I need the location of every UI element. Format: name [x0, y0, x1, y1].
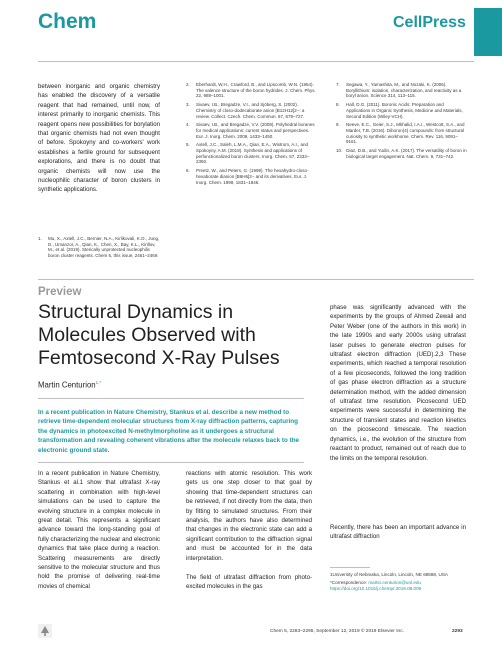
- reference-number: 1.: [38, 236, 42, 241]
- reference-text: Mu, X., Axtell, J.C., Bernier, N.A., Kirlikovali, K.O., Jung, D., Umanzor, A., Qian, K., Chen, X., Bay, K.L., Kirillov, M., et al. (2019). Sterically unprotected nucleophilic boron cluster reagents. Chem 5, this issue, 2461–2469.: [48, 236, 160, 259]
- reference-text: Neeve, E.C., Geier, S.J., Mkhalid, I.A.I., Westcott, S.A., and Marder, T.B. (2016). Diboron(4) compounds: from structural curiosity to synthetic workhorse. Chem. Rev. 116, 9091–9161.: [346, 122, 465, 145]
- reference-text: Axtell, J.C., Saleh, L.M.A., Qian, E.A., Wixtrom, A.I., and Spokoyny, A.M. (2018). Synthesis and applications of perfunctionalized boron clusters. Inorg. Chem. 57, 2333–2350.: [196, 142, 310, 165]
- reference-item: [38, 236, 162, 259]
- reference-number: 10.: [336, 148, 343, 154]
- page-number: 2293: [452, 629, 463, 634]
- publisher-logo: CellPress: [393, 14, 466, 31]
- reference-text: Eberhardt, W.H., Crawford, B., and Lipscomb, W.N. (1954). The valence structure of the boron hydrides. J. Chem. Phys. 22, 989–1001.: [196, 82, 316, 99]
- reference-number: 9.: [336, 122, 340, 128]
- footnote-rule: [330, 567, 370, 568]
- reference-item: [336, 102, 468, 119]
- reference-item: [336, 122, 468, 145]
- reference-text: Segawa, Y., Yamashita, M., and Nozaki, K. (2006). Boryllithium: isolation, characterization, and reactivity as a boryl anion. Science 314, 113–115.: [346, 82, 462, 99]
- section-rule: [38, 279, 474, 280]
- reference-item: [186, 102, 316, 119]
- abstract-rule-bottom: [38, 462, 304, 463]
- author-line: [38, 380, 101, 390]
- body-column-3a: phase was significantly advanced with the experiments by the groups of Ahmed Zewail and Peter Weber (one of the authors in this work) in the late 1990s and early 2000s using ultrafast laser pulses to generate electron pulses for ultrafast electron diffraction (UED).2,3 These experiments, which reached a temporal resolution of a few picoseconds, followed the long tradition of gas phase electron diffraction as a structure determination method, with the added dimension of ultrafast time resolution. Picosecond UED experiments were successful in determining the structure of transient states and reaction kinetics on the picosecond timescale. The reaction dynamics, i.e., the evolution of the structure from reactant to product, remained out of reach due to the limits on the temporal resolution.: [330, 304, 466, 462]
- reference-item: [186, 168, 316, 185]
- author-superscript: 1,*: [95, 380, 102, 385]
- email-link[interactable]: martin.centurion@unl.edu: [368, 580, 421, 585]
- body-column-3b: Recently, there has been an important advance in ultrafast diffraction: [330, 524, 466, 541]
- prev-references-col1: [38, 236, 162, 262]
- footnotes: [330, 572, 466, 592]
- journal-name: Chem: [38, 10, 97, 33]
- reference-number: 6.: [186, 168, 190, 174]
- reference-text: Preetz, W., and Peters, G. (1999). The hexahydro-closo-hexaborate dianion [B6H6]2− and its derivatives. Eur. J. Inorg. Chem. 1999, 1831–1846.: [196, 168, 309, 185]
- body-column-2a: reactions with atomic resolution. This work gets us one step closer to that goal by showing that time-dependent structures can be retrieved, if not directly from the data, then by fitting to simulated structures. From their analysis, the authors have also determined that changes in the electronic state can add a significant contribution to the diffraction signal and must be accounted for in the data interpretation.: [186, 470, 312, 562]
- prev-article-text: between inorganic and organic chemistry has enabled the discovery of a versatile reagent that had remained, until now, of interest primarily to inorganic chemists. This reagent opens new possibilities for borylation that organic chemists had not even thought of before. Spokoyny and co-workers' work establishes a fertile ground for subsequent explorations, and there is no doubt that organic chemists will now use the nucleophilic character of boron clusters in synthetic applications.: [38, 83, 160, 194]
- header-accent-bar: [474, 8, 502, 56]
- footer-citation: Chem 5, 2283–2295, September 12, 2019 © 2019 Elsevier Inc.: [270, 629, 404, 634]
- affiliation: 1University of Nebraska, Lincoln, Lincoln, NE 68588, USA: [330, 572, 448, 577]
- author-name: Martin Centurion: [38, 380, 96, 390]
- reference-text: Sivaev, I.B., Bregadze, V.I., and Sjöberg, S. (2002). Chemistry of closo-dodecaborate anion [B12H12]2−: a review. Collect. Czech. Chem. Commun. 67, 679–727.: [196, 102, 305, 119]
- publisher-tree-icon: [38, 624, 52, 638]
- article-title: Structural Dynamics in Molecules Observed with Femtosecond X-Ray Pulses: [38, 301, 280, 369]
- reference-number: 8.: [336, 102, 340, 108]
- body-column-2b: The field of ultrafast diffraction from photo-excited molecules in the gas: [186, 574, 312, 591]
- reference-text: Sivaev, I.B., and Bregadze, V.V. (2009). Polyhedral boranes for medical applications: current status and perspectives. Eur. J. Inorg. Chem. 2009, 1433–1450.: [196, 122, 315, 139]
- reference-item: [186, 142, 316, 165]
- body-column-1: In a recent publication in Nature Chemistry, Stankus et al.1 show that ultrafast X-ray scattering in combination with high-level simulations can be used to capture the evolving structure in a complex molecule in great detail. This represents a significant advance toward the long-standing goal of fully characterizing the nuclear and electronic dynamics that take place during a reaction. Scattering measurements are directly sensitive to the molecular structure and thus hold the promise of delivering real-time movies of chemical: [38, 470, 160, 590]
- reference-item: [186, 122, 316, 139]
- prev-references-col3: [336, 82, 468, 162]
- prev-references-col2: [186, 82, 316, 188]
- reference-text: Hall, D.G. (2011). Boronic Acids: Preparation and Applications in Organic Synthesis, Medicine and Materials, Second Edition (Wiley-VCH).: [346, 102, 463, 119]
- reference-item: [186, 82, 316, 99]
- section-label: Preview: [38, 286, 82, 298]
- reference-number: 4.: [186, 122, 190, 128]
- reference-item: [336, 148, 468, 159]
- doi-link[interactable]: https://doi.org/10.1016/j.chempr.2019.08.009: [330, 586, 422, 591]
- reference-number: 2.: [186, 82, 190, 87]
- header-rule: [38, 61, 474, 62]
- reference-text: Diaz, D.B., and Yudin, A.K. (2017). The versatility of boron in biological target engagement. Nat. Chem. 9, 731–742.: [346, 148, 467, 159]
- reference-number: 7.: [336, 82, 340, 87]
- reference-number: 3.: [186, 102, 190, 108]
- reference-number: 5.: [186, 142, 190, 148]
- correspondence-label: *Correspondence:: [330, 580, 368, 585]
- abstract-rule-top: [38, 398, 304, 399]
- abstract: In a recent publication in Nature Chemistry, Stankus et al. describe a new method to retrieve time-dependent molecular structures from X-ray diffraction patterns, capturing the dynamics in photoexcited N-methylmorpholine as it undergoes a structural transformation and revealing coherent vibrations after the molecule relaxes back to the electronic ground state.: [38, 409, 300, 454]
- reference-item: [336, 82, 468, 99]
